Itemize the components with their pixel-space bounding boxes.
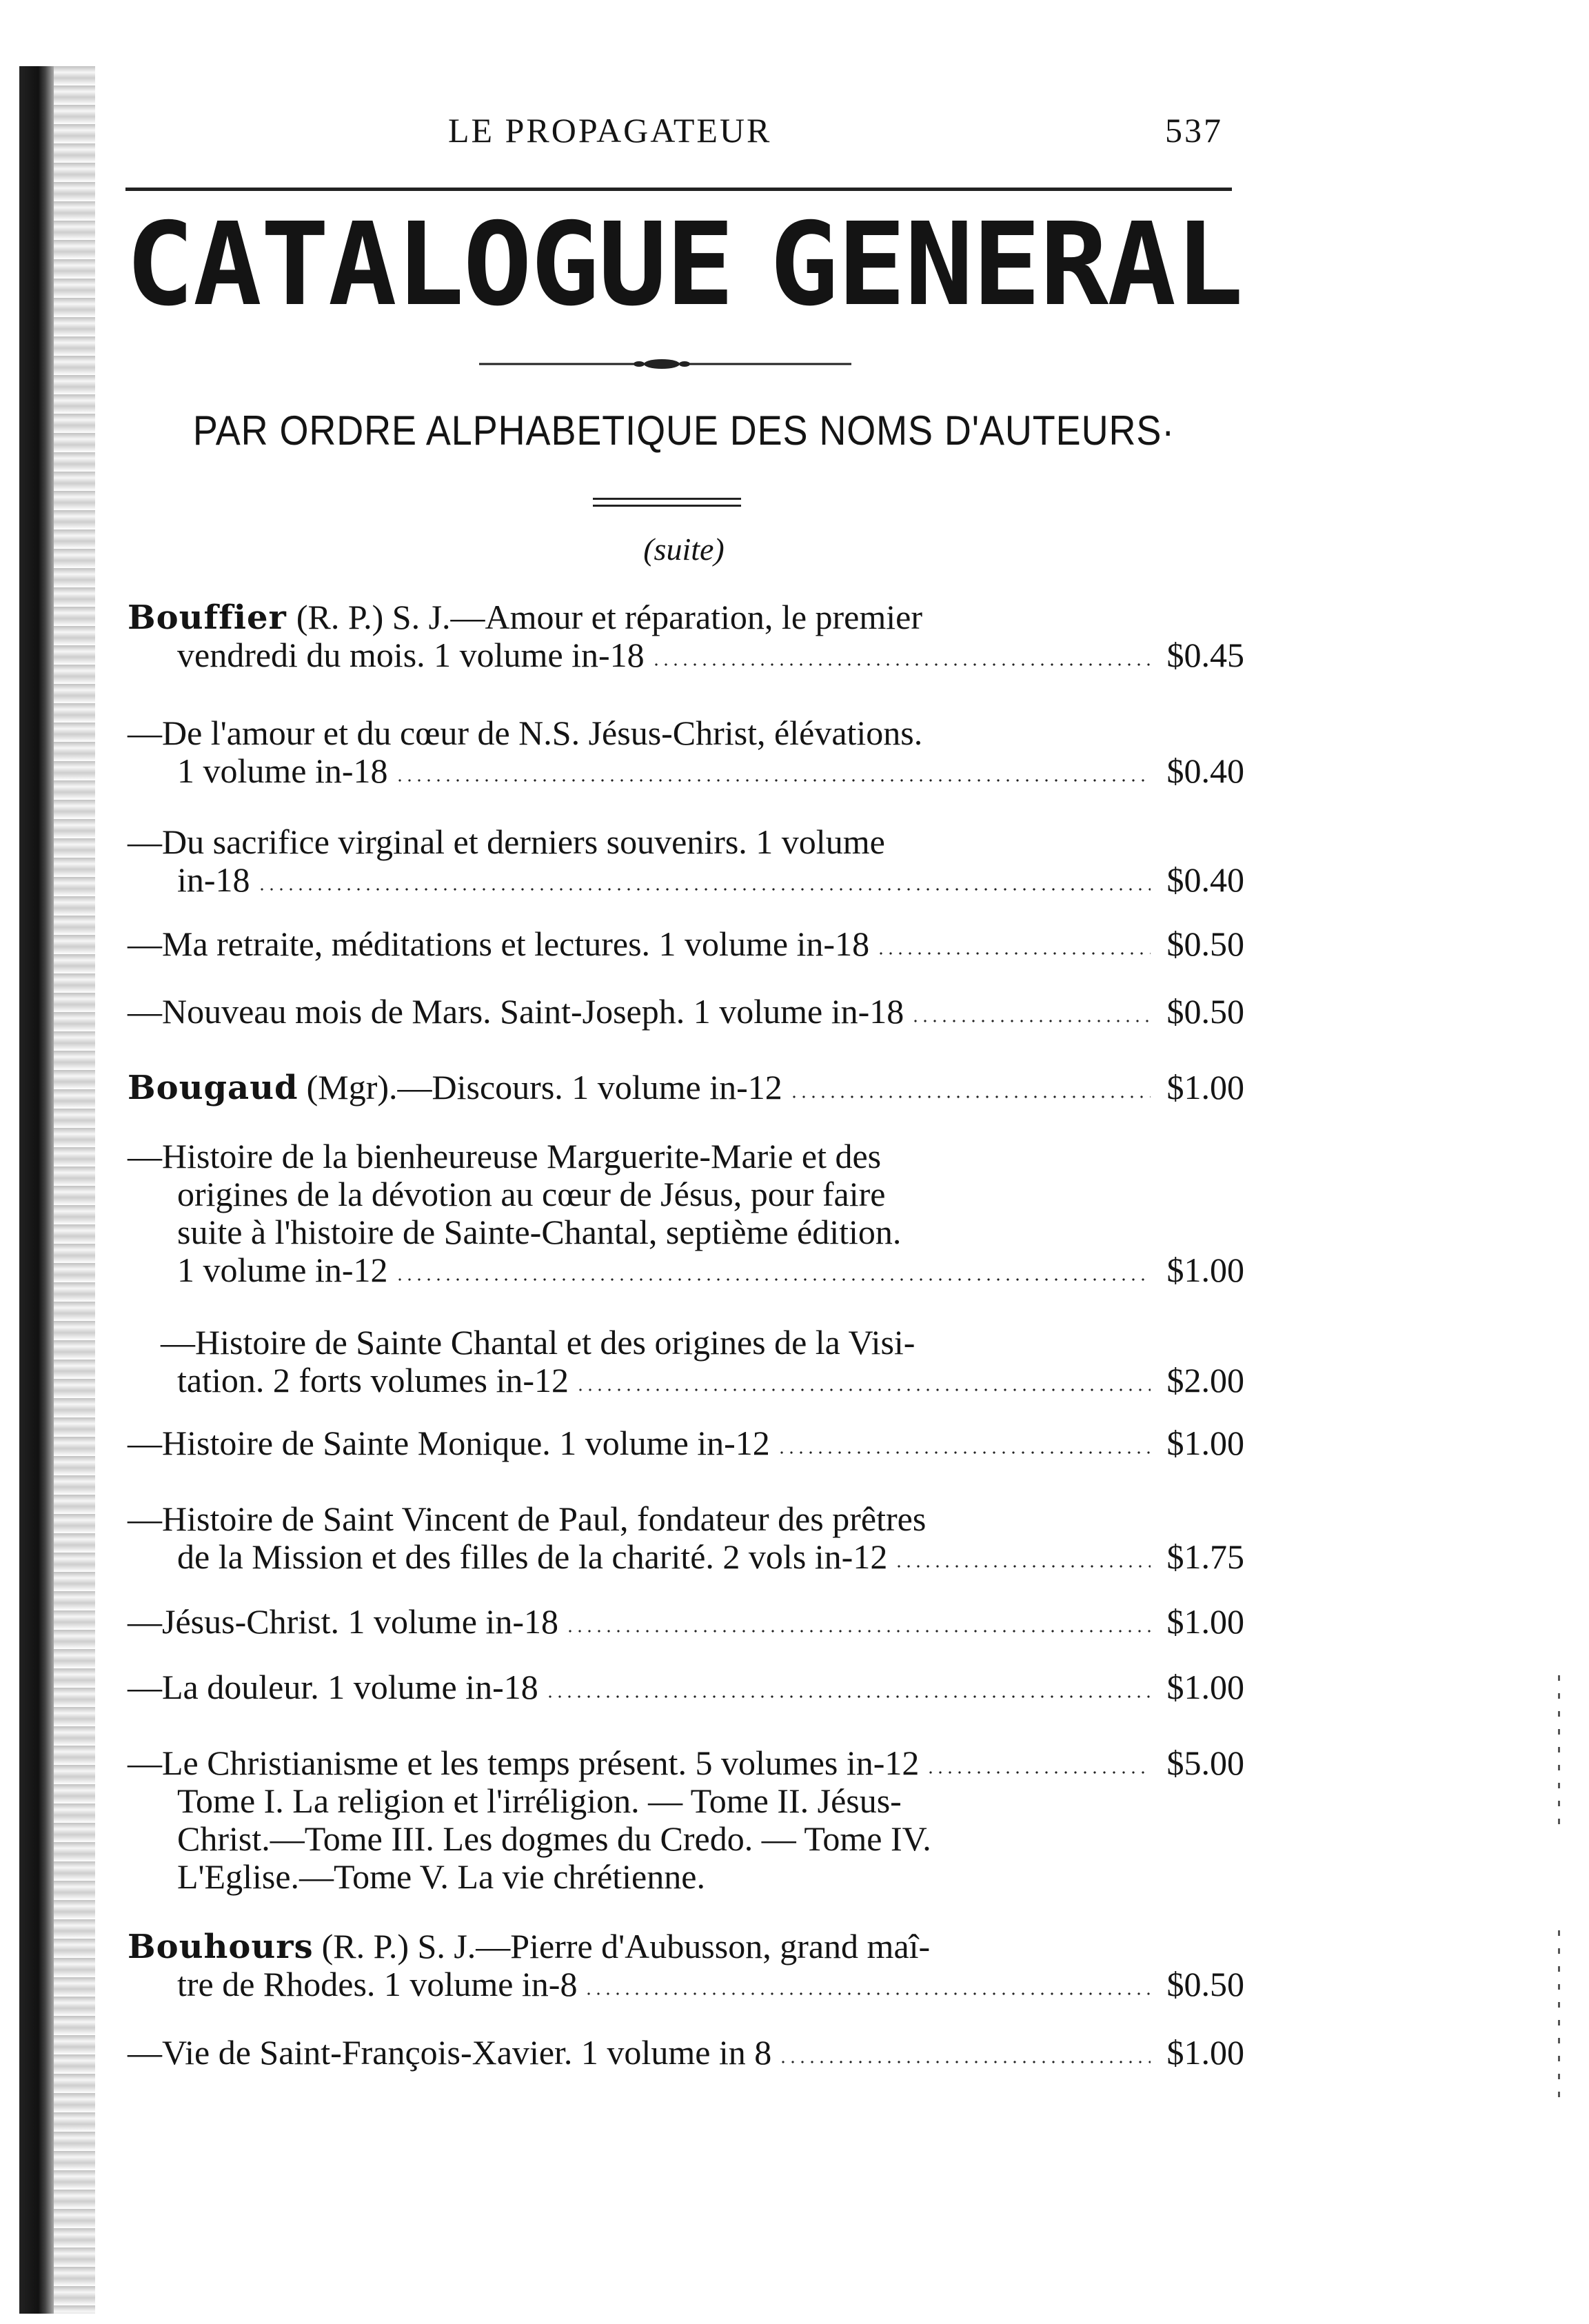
entry-line (128, 861, 1244, 899)
entry-text: (Mgr).—Discours. 1 volume in-12 (306, 1068, 782, 1107)
catalogue-entry (128, 1424, 1244, 1462)
dot-leader (894, 1565, 1150, 1568)
catalogue-entry (128, 993, 1244, 1031)
entry-text: —La douleur. 1 volume in-18 (128, 1668, 538, 1706)
price: $5.00 (1166, 1744, 1244, 1782)
entry-line (128, 1858, 1244, 1896)
dot-leader (777, 1451, 1151, 1454)
price: $1.75 (1166, 1537, 1244, 1576)
entry-line (128, 1324, 1244, 1362)
header-rule (125, 188, 1232, 191)
catalogue-entry (128, 1324, 1244, 1400)
entry-text: —Histoire de la bienheureuse Marguerite-Marie et des (128, 1137, 882, 1175)
catalogue-entry (128, 823, 1244, 899)
price: $1.00 (1166, 1668, 1244, 1706)
dot-leader (565, 1630, 1151, 1633)
catalogue-entry (128, 1138, 1244, 1289)
entry-line (128, 823, 1244, 861)
author-name: Bouhours (128, 1928, 314, 1966)
entry-line (128, 1928, 1244, 1966)
catalogue-entry (128, 1668, 1244, 1706)
price: $0.50 (1166, 992, 1244, 1031)
price: $1.00 (1166, 1424, 1244, 1462)
entry-text: de la Mission et des filles de la charité. 2 vols in-12 (177, 1537, 888, 1576)
price: $0.45 (1166, 636, 1244, 674)
entry-text: tre de Rhodes. 1 volume in-8 (177, 1965, 578, 2003)
entry-line (128, 1362, 1244, 1400)
subtitle: PAR ORDRE ALPHABETIQUE DES NOMS D'AUTEURS· (192, 407, 1175, 454)
entry-text: suite à l'histoire de Sainte-Chantal, septième édition. (177, 1213, 902, 1251)
dot-leader (911, 1020, 1150, 1022)
dot-leader (778, 2061, 1150, 2063)
price: $1.00 (1166, 1602, 1244, 1641)
title-word-general: GENERAL (769, 199, 1242, 332)
entry-text: 1 volume in-12 (177, 1251, 388, 1289)
running-head: LE PROPAGATEUR (448, 111, 772, 150)
entry-text: L'Eglise.—Tome V. La vie chrétienne. (177, 1857, 705, 1896)
dot-leader (926, 1771, 1150, 1774)
entry-line (128, 2034, 1244, 2072)
entry-line (128, 1668, 1244, 1706)
entry-text: —Histoire de Sainte Monique. 1 volume in-12 (128, 1424, 770, 1462)
catalogue-entry (128, 1744, 1244, 1896)
entry-line (128, 1175, 1244, 1213)
entry-line (128, 1966, 1244, 2003)
entry-line (128, 1500, 1244, 1538)
dot-leader (395, 1278, 1151, 1281)
catalogue-entry (128, 1069, 1244, 1107)
entry-text: —Histoire de Sainte Chantal et des origines de la Visi- (161, 1323, 915, 1362)
entry-line (128, 1782, 1244, 1820)
entry-line (128, 1213, 1244, 1251)
page-title (125, 199, 1242, 332)
entry-line (128, 1069, 1244, 1107)
entry-line (128, 752, 1244, 790)
entry-text: —Le Christianisme et les temps présent. 5 volumes in-12 (128, 1744, 920, 1782)
entry-text: —Ma retraite, méditations et lectures. 1 volume in-18 (128, 924, 870, 963)
dot-leader (584, 1992, 1150, 1995)
entry-text: —Jésus-Christ. 1 volume in-18 (128, 1602, 558, 1641)
entry-text: —Du sacrifice virginal et derniers souvenirs. 1 volume (128, 822, 885, 861)
entry-text: origines de la dévotion au cœur de Jésus, pour faire (177, 1175, 886, 1213)
entry-line (128, 1138, 1244, 1175)
entry-text: vendredi du mois. 1 volume in-18 (177, 636, 645, 674)
double-rule-top (593, 498, 741, 500)
entry-line (128, 1424, 1244, 1462)
entry-text: tation. 2 forts volumes in-12 (177, 1361, 569, 1400)
entry-line (128, 1251, 1244, 1289)
double-rule-bottom (593, 505, 741, 507)
entry-line (128, 925, 1244, 963)
price: $2.00 (1166, 1361, 1244, 1400)
catalogue-entry (128, 925, 1244, 963)
entry-text: (R. P.) S. J.—Amour et réparation, le premier (296, 598, 922, 636)
price: $0.50 (1166, 924, 1244, 963)
author-name: Bougaud (128, 1069, 298, 1107)
entry-text: Christ.—Tome III. Les dogmes du Credo. — Tome IV. (177, 1819, 931, 1858)
catalogue-entry (128, 598, 1244, 674)
entry-line (128, 1538, 1244, 1576)
dot-leader (876, 952, 1150, 955)
author-name: Bouffier (128, 598, 287, 637)
title-word-catalogue: CATALOGUE (125, 199, 733, 332)
ornament-divider (479, 357, 851, 371)
entry-line (128, 714, 1244, 752)
entry-text: in-18 (177, 860, 250, 899)
entry-text: —De l'amour et du cœur de N.S. Jésus-Christ, élévations. (128, 714, 923, 752)
catalogue-entry (128, 1500, 1244, 1576)
price: $1.00 (1166, 1068, 1244, 1107)
dot-leader (789, 1095, 1151, 1098)
dot-leader (651, 663, 1151, 666)
entry-line (128, 1744, 1244, 1782)
entry-line (128, 993, 1244, 1031)
price: $1.00 (1166, 2033, 1244, 2072)
entry-line (128, 1820, 1244, 1858)
price: $1.00 (1166, 1251, 1244, 1289)
catalogue-entry (128, 1603, 1244, 1641)
entry-line (128, 636, 1244, 674)
continued-label: (suite) (643, 532, 725, 567)
dot-leader (395, 779, 1151, 782)
entry-line (128, 1603, 1244, 1641)
entry-line (128, 598, 1244, 636)
entry-text: Tome I. La religion et l'irréligion. — Tome II. Jésus- (177, 1781, 902, 1820)
price: $0.50 (1166, 1965, 1244, 2003)
dot-leader (545, 1695, 1151, 1698)
dot-leader (257, 888, 1151, 891)
catalogue-entry (128, 2034, 1244, 2072)
price: $0.40 (1166, 751, 1244, 790)
entry-text: —Nouveau mois de Mars. Saint-Joseph. 1 volume in-18 (128, 992, 904, 1031)
page-number: 537 (1165, 111, 1223, 150)
catalogue-entry (128, 714, 1244, 790)
entry-text: (R. P.) S. J.—Pierre d'Aubusson, grand maî- (321, 1927, 931, 1966)
entry-text: —Histoire de Saint Vincent de Paul, fondateur des prêtres (128, 1499, 927, 1538)
dot-leader (576, 1388, 1151, 1391)
entry-text: —Vie de Saint-François-Xavier. 1 volume in 8 (128, 2033, 772, 2072)
catalogue-entry (128, 1928, 1244, 2003)
entry-text: 1 volume in-18 (177, 751, 388, 790)
price: $0.40 (1166, 860, 1244, 899)
